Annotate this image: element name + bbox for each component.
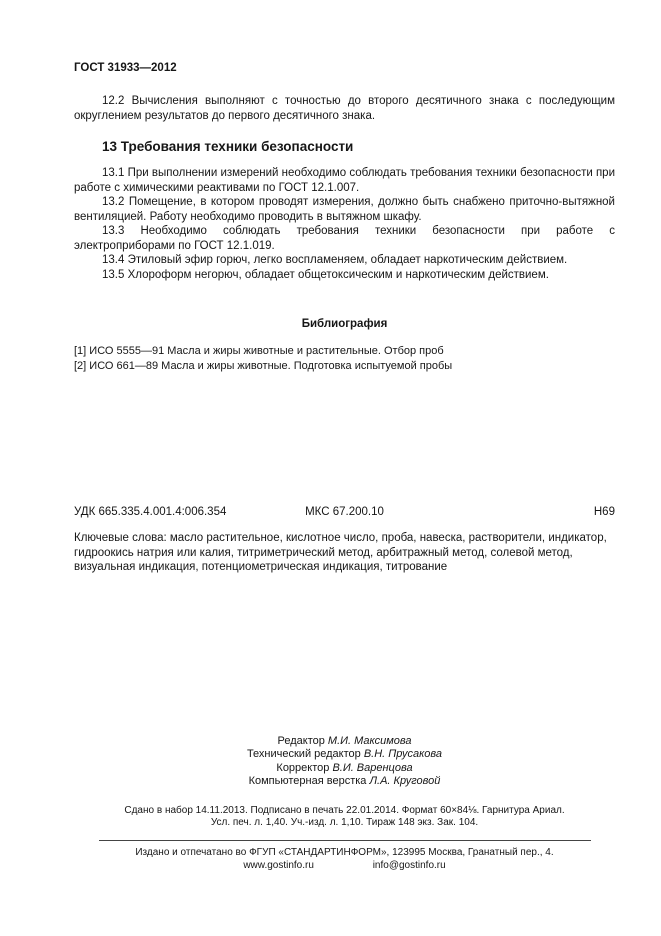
- staff-role: Технический редактор: [246, 748, 361, 760]
- staff-name: М.И. Максимова: [327, 734, 412, 747]
- para-13-1: 13.1 При выполнении измерений необходимо соблюдать требования техники безопасности при работе с химическими реактивами по ГОСТ 12.1.007.: [74, 167, 615, 194]
- mks-code: МКС 67.200.10: [305, 506, 384, 518]
- footer-divider: [99, 840, 591, 841]
- para-13-3: 13.3 Необходимо соблюдать требования техники безопасности при работе с электроприборами по ГОСТ 12.1.019.: [74, 225, 615, 252]
- staff-role: Редактор: [277, 734, 325, 747]
- classification-row: [74, 506, 615, 518]
- print-info-line2: Усл. печ. л. 1,40. Уч.-изд. л. 1,10. Тираж 148 экз. Зак. 104.: [210, 817, 479, 828]
- para-13-5: 13.5 Хлороформ негорюч, обладает общетоксическим и наркотическим действием.: [102, 268, 549, 281]
- print-info: [74, 805, 615, 830]
- bibliography-item: [2] ИСО 661—89 Масла и жиры животные. Подготовка испытуемой пробы: [74, 360, 453, 372]
- staff-line: [74, 735, 615, 749]
- staff-line: [74, 748, 615, 762]
- para-13-4: 13.4 Этиловый эфир горюч, легко воспламеняем, обладает наркотическим действием.: [102, 254, 568, 266]
- staff-line: [74, 762, 615, 776]
- keywords-paragraph: Ключевые слова: масло растительное, кислотное число, проба, навеска, растворители, индикатор, гидроокись натрия или калия, титриметрический метод, арбитражный метод, солевой метод, визуальная индикация, потенциометрическая индикация, титрование: [74, 532, 607, 573]
- udk-code: УДК 665.335.4.001.4:006.354: [74, 506, 227, 518]
- staff-name: В.Н. Прусакова: [363, 748, 443, 760]
- index-code: Н69: [593, 506, 615, 518]
- staff-line: [74, 775, 615, 789]
- staff-role: Корректор: [276, 761, 330, 774]
- staff-name: В.И. Варенцова: [332, 761, 413, 774]
- staff-name: Л.А. Круговой: [369, 775, 441, 787]
- publisher-website: www.gostinfo.ru: [243, 859, 314, 871]
- bibliography-item: [1] ИСО 5555—91 Масла и жиры животные и растительные. Отбор проб: [74, 345, 444, 357]
- para-12-2: 12.2 Вычисления выполняют с точностью до второго десятичного знака с последующим округлением результатов до первого десятичного знака.: [74, 95, 615, 122]
- publisher-email: info@gostinfo.ru: [372, 859, 446, 871]
- staff-role: Компьютерная верстка: [248, 775, 367, 787]
- publisher-line: Издано и отпечатано во ФГУП «СТАНДАРТИНФОРМ», 123995 Москва, Гранатный пер., 4.: [135, 846, 554, 858]
- bibliography-heading: Библиография: [301, 318, 388, 330]
- footer-links: [74, 859, 615, 872]
- doc-code: ГОСТ 31933—2012: [74, 62, 177, 74]
- section-13-heading: 13 Требования техники безопасности: [102, 139, 354, 154]
- para-13-2: 13.2 Помещение, в котором проводят измерения, должно быть снабжено приточно-вытяжной вентиляцией. Работу необходимо проводить в вытяжном шкафу.: [74, 196, 615, 223]
- colophon: [74, 735, 615, 789]
- print-info-line1: Сдано в набор 14.11.2013. Подписано в печать 22.01.2014. Формат 60×84⅛. Гарнитура Ариал.: [124, 804, 565, 816]
- footer: [74, 846, 615, 872]
